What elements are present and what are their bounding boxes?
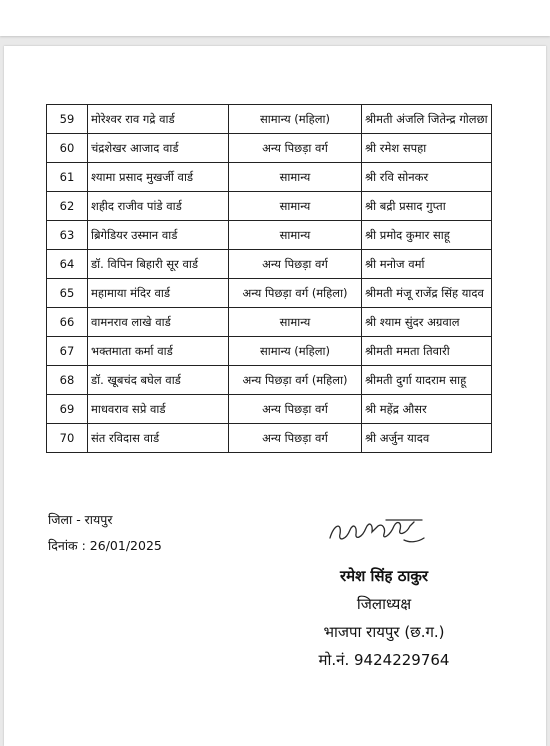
reservation-category-cell: अन्य पिछड़ा वर्ग xyxy=(229,395,362,424)
ward-number-cell: 70 xyxy=(47,424,88,453)
ward-number-cell: 62 xyxy=(47,192,88,221)
reservation-category-cell: सामान्य (महिला) xyxy=(229,105,362,134)
candidate-name-cell: श्री श्याम सुंदर अग्रवाल xyxy=(362,308,492,337)
previous-page-edge xyxy=(0,0,550,36)
table-row xyxy=(47,134,492,163)
reservation-category-cell: सामान्य xyxy=(229,221,362,250)
ward-name-cell: ब्रिगेडियर उस्मान वार्ड xyxy=(88,221,229,250)
ward-candidate-table xyxy=(46,104,492,453)
table-row xyxy=(47,308,492,337)
ward-number-cell: 66 xyxy=(47,308,88,337)
reservation-category-cell: सामान्य xyxy=(229,308,362,337)
ward-number-cell: 67 xyxy=(47,337,88,366)
table-row xyxy=(47,395,492,424)
ward-name-cell: श्यामा प्रसाद मुखर्जी वार्ड xyxy=(88,163,229,192)
reservation-category-cell: अन्य पिछड़ा वर्ग (महिला) xyxy=(229,366,362,395)
reservation-category-cell: अन्य पिछड़ा वर्ग xyxy=(229,424,362,453)
ward-name-cell: डॉ. विपिन बिहारी सूर वार्ड xyxy=(88,250,229,279)
ward-number-cell: 65 xyxy=(47,279,88,308)
candidate-name-cell: श्री अर्जुन यादव xyxy=(362,424,492,453)
candidate-name-cell: श्री महेंद्र औसर xyxy=(362,395,492,424)
table-row xyxy=(47,105,492,134)
candidate-name-cell: श्री बद्री प्रसाद गुप्ता xyxy=(362,192,492,221)
reservation-category-cell: अन्य पिछड़ा वर्ग (महिला) xyxy=(229,279,362,308)
ward-number-cell: 68 xyxy=(47,366,88,395)
table-row xyxy=(47,424,492,453)
table-row xyxy=(47,221,492,250)
district-label: जिला - रायपुर xyxy=(48,512,113,527)
signatory-mobile: मो.नं. 9424229764 xyxy=(318,651,450,669)
ward-name-cell: भक्तमाता कर्मा वार्ड xyxy=(88,337,229,366)
candidate-name-cell: श्रीमती मंजू राजेंद्र सिंह यादव xyxy=(362,279,492,308)
ward-name-cell: चंद्रशेखर आजाद वार्ड xyxy=(88,134,229,163)
ward-name-cell: मोरेश्वर राव गद्रे वार्ड xyxy=(88,105,229,134)
ward-name-cell: महामाया मंदिर वार्ड xyxy=(88,279,229,308)
handwritten-signature xyxy=(326,514,426,546)
candidate-name-cell: श्रीमती अंजलि जितेन्द्र गोलछा xyxy=(362,105,492,134)
signatory-title: जिलाध्यक्ष xyxy=(356,595,412,613)
table-row xyxy=(47,366,492,395)
ward-number-cell: 64 xyxy=(47,250,88,279)
table-row xyxy=(47,163,492,192)
candidate-name-cell: श्रीमती ममता तिवारी xyxy=(362,337,492,366)
signatory-organization: भाजपा रायपुर (छ.ग.) xyxy=(323,623,445,641)
candidate-name-cell: श्री रवि सोनकर xyxy=(362,163,492,192)
reservation-category-cell: अन्य पिछड़ा वर्ग xyxy=(229,250,362,279)
ward-number-cell: 60 xyxy=(47,134,88,163)
ward-number-cell: 61 xyxy=(47,163,88,192)
signatory-block xyxy=(304,566,464,670)
reservation-category-cell: अन्य पिछड़ा वर्ग xyxy=(229,134,362,163)
candidate-name-cell: श्रीमती दुर्गा यादराम साहू xyxy=(362,366,492,395)
date-label: दिनांक : 26/01/2025 xyxy=(48,538,162,553)
ward-name-cell: संत रविदास वार्ड xyxy=(88,424,229,453)
candidate-name-cell: श्री रमेश सपहा xyxy=(362,134,492,163)
ward-table-body xyxy=(47,105,492,453)
ward-name-cell: वामनराव लाखे वार्ड xyxy=(88,308,229,337)
table-row xyxy=(47,337,492,366)
ward-number-cell: 63 xyxy=(47,221,88,250)
signatory-name: रमेश सिंह ठाकुर xyxy=(340,567,428,585)
reservation-category-cell: सामान्य (महिला) xyxy=(229,337,362,366)
ward-name-cell: डॉ. खूबचंद बघेल वार्ड xyxy=(88,366,229,395)
reservation-category-cell: सामान्य xyxy=(229,192,362,221)
ward-name-cell: शहीद राजीव पांडे वार्ड xyxy=(88,192,229,221)
ward-number-cell: 59 xyxy=(47,105,88,134)
table-row xyxy=(47,279,492,308)
ward-name-cell: माधवराव सप्रे वार्ड xyxy=(88,395,229,424)
table-row xyxy=(47,250,492,279)
candidate-name-cell: श्री मनोज वर्मा xyxy=(362,250,492,279)
candidate-name-cell: श्री प्रमोद कुमार साहू xyxy=(362,221,492,250)
document-page xyxy=(4,46,546,746)
ward-number-cell: 69 xyxy=(47,395,88,424)
table-row xyxy=(47,192,492,221)
reservation-category-cell: सामान्य xyxy=(229,163,362,192)
